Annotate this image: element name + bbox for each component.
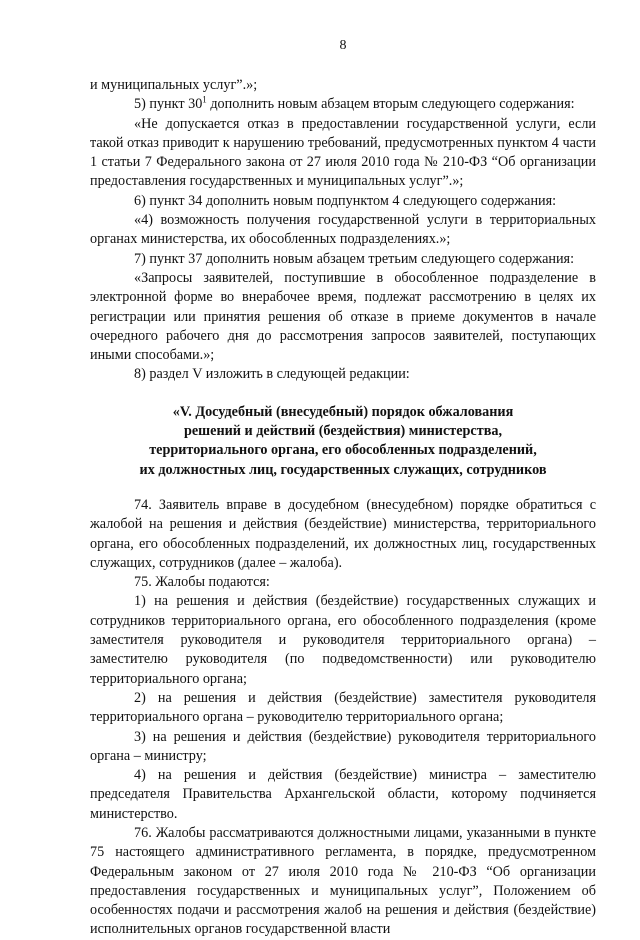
paragraph-75-2: 2) на решения и действия (бездействие) заместителя руководителя территориального органа – руководителю территориального органа; — [90, 689, 596, 726]
item-5-suffix: дополнить новым абзацем вторым следующего содержания: — [206, 96, 575, 113]
paragraph-item-7: 7) пункт 37 дополнить новым абзацем третьим следующего содержания: — [134, 250, 575, 267]
paragraph-quote-requests: «Запросы заявителей, поступившие в обособленное подразделение в электронной форме во внерабочее время, подлежат рассмотрению в целях их регистрации или принятия решения об отказе в приеме документов в начале очередного рабочего дня до рассмотрения запросов заявителей, поступающих иными способами.»; — [90, 269, 596, 364]
paragraph-75-3: 3) на решения и действия (бездействие) руководителя территориального органа – министру; — [90, 728, 596, 764]
paragraph-75-4: 4) на решения и действия (бездействие) министра – заместителю председателя Правительства Архангельской области, которому подчиняется министерство. — [90, 767, 596, 822]
paragraph-continuation: и муниципальных услуг”.»; — [90, 77, 258, 93]
paragraph-76: 76. Жалобы рассматриваются должностными лицами, указанными в пункте 75 настоящего административного регламента, в порядке, предусмотренном Федеральным законом от 27 июля 2010 года № 210-ФЗ “Об организации предоставления государственных и муниципальных услуг”, Положением об особенностях подачи и рассмотрения жалоб на решения и действия (бездействие) исполнительных органов государственной власти — [90, 824, 596, 938]
paragraph-item-8: 8) раздел V изложить в следующей редакции: — [134, 366, 410, 383]
section-heading-line: «V. Досудебный (внесудебный) порядок обжалования — [172, 403, 514, 420]
section-heading-line: территориального органа, его обособленных подразделений, — [149, 442, 537, 459]
page-number: 8 — [339, 38, 347, 53]
paragraph-75-1: 1) на решения и действия (бездействие) государственных служащих и сотрудников территориального органа, его обособленного подразделения (кроме заместителя руководителя и руководителя территориального органа) – заместителю руководителя (по подведомственности) или руководителю территориального органа; — [90, 593, 596, 687]
item-5-prefix: 5) пункт 30 — [134, 96, 203, 113]
section-heading-line: решений и действий (бездействия) министерства, — [183, 423, 502, 440]
paragraph-74: 74. Заявитель вправе в досудебном (внесудебном) порядке обратиться с жалобой на решения и действия (бездействие) министерства, территориального органа, его обособленных подразделений, их должностных лиц, государственных служащих, сотрудников (далее – жалоба). — [90, 496, 596, 571]
document-body — [90, 76, 596, 940]
item-5-superscript: 1 — [202, 94, 207, 105]
section-heading-line: их должностных лиц, государственных служащих, сотрудников — [139, 461, 547, 478]
paragraph-quote-refusal: «Не допускается отказ в предоставлении государственной услуги, если такой отказ приводит к нарушению требований, предусмотренных пунктом 4 части 1 статьи 7 Федерального закона от 27 июля 2010 года № 210-ФЗ “Об организации предоставления государственных и муниципальных услуг”.»; — [90, 115, 596, 190]
paragraph-75: 75. Жалобы подаются: — [134, 574, 270, 591]
paragraph-item-5 — [90, 95, 596, 114]
section-heading — [90, 403, 596, 480]
paragraph-item-6: 6) пункт 34 дополнить новым подпунктом 4 следующего содержания: — [134, 192, 557, 209]
paragraph-quote-subitem-4: «4) возможность получения государственной услуги в территориальных органах министерства, их обособленных подразделениях.»; — [90, 212, 596, 248]
